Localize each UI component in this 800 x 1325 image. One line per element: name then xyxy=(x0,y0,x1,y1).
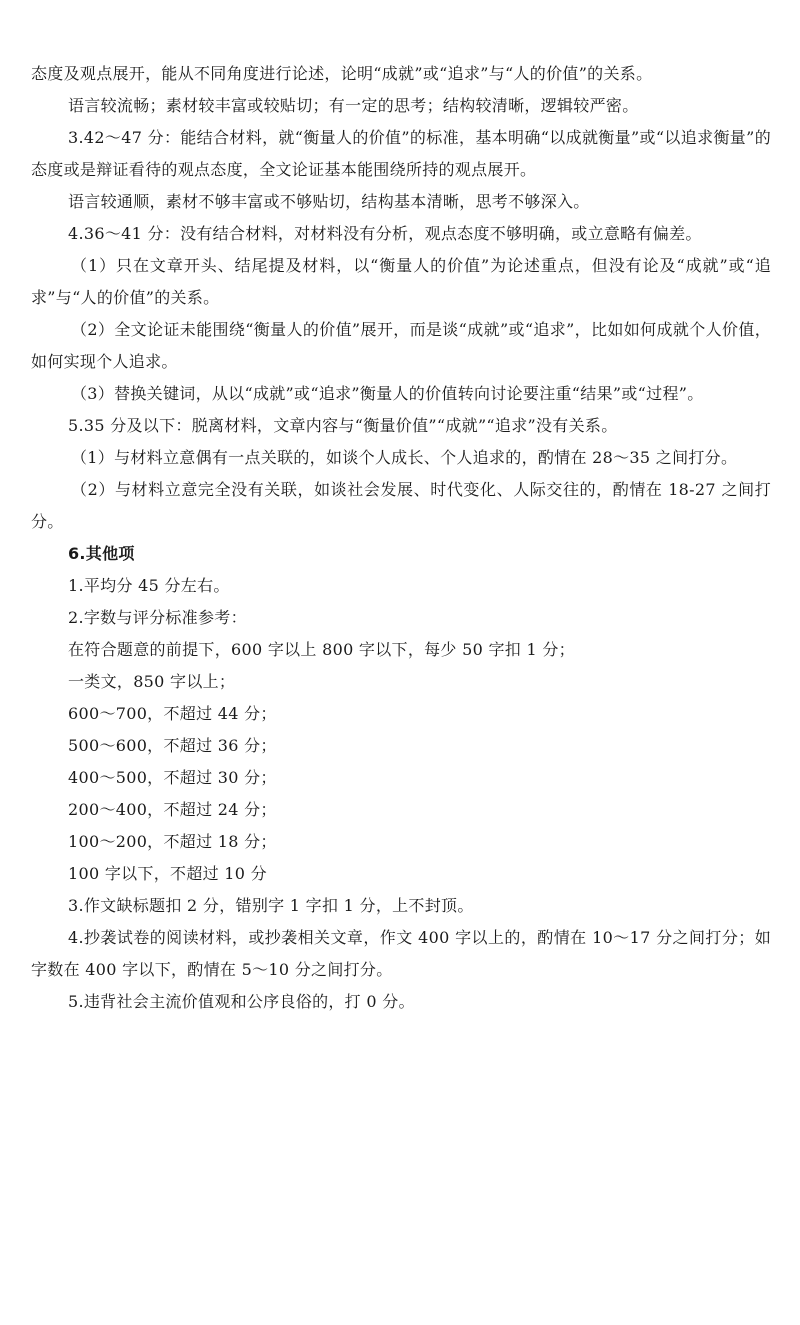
sub-item: （1）只在文章开头、结尾提及材料，以“衡量人的价值”为论述重点，但没有论及“成就”或“追求”与“人的价值”的关系。 xyxy=(31,256,771,307)
list-item: 1.平均分 45 分左右。 xyxy=(68,576,230,595)
list-item: 100～200，不超过 18 分； xyxy=(68,832,277,851)
scoring-tier-4: 4.36～41 分：没有结合材料，对材料没有分析，观点态度不够明确，或立意略有偏差。 xyxy=(68,224,702,243)
paragraph: 语言较通顺，素材不够丰富或不够贴切，结构基本清晰，思考不够深入。 xyxy=(68,192,590,211)
list-item: 在符合题意的前提下，600 字以上 800 字以下，每少 50 字扣 1 分； xyxy=(68,640,575,659)
list-item: 100 字以下，不超过 10 分 xyxy=(68,864,267,883)
list-item: 600～700，不超过 44 分； xyxy=(68,704,277,723)
list-item: 一类文，850 字以上； xyxy=(68,672,236,691)
list-item: 200～400，不超过 24 分； xyxy=(68,800,277,819)
sub-item: （3）替换关键词，从以“成就”或“追求”衡量人的价值转向讨论要注重“结果”或“过程”。 xyxy=(71,384,704,403)
document-body xyxy=(31,58,771,1018)
paragraph: 语言较流畅；素材较丰富或较贴切；有一定的思考；结构较清晰，逻辑较严密。 xyxy=(68,96,639,115)
sub-item: （2）全文论证未能围绕“衡量人的价值”展开，而是谈“成就”或“追求”，比如如何成就个人价值，如何实现个人追求。 xyxy=(31,320,771,371)
list-item: 4.抄袭试卷的阅读材料，或抄袭相关文章，作文 400 字以上的，酌情在 10～17 分之间打分；如字数在 400 字以下，酌情在 5～10 分之间打分。 xyxy=(31,928,771,979)
paragraph: 态度及观点展开，能从不同角度进行论述，论明“成就”或“追求”与“人的价值”的关系。 xyxy=(31,64,653,83)
section-title: 6.其他项 xyxy=(68,544,135,563)
sub-item: （1）与材料立意偶有一点关联的，如谈个人成长、个人追求的，酌情在 28～35 之间打分。 xyxy=(71,448,738,467)
list-item: 500～600，不超过 36 分； xyxy=(68,736,277,755)
scoring-tier-5: 5.35 分及以下：脱离材料，文章内容与“衡量价值”“成就”“追求”没有关系。 xyxy=(68,416,618,435)
scoring-tier-3: 3.42～47 分：能结合材料，就“衡量人的价值”的标准，基本明确“以成就衡量”或“以追求衡量”的态度或是辩证看待的观点态度，全文论证基本能围绕所持的观点展开。 xyxy=(31,128,771,179)
list-item: 3.作文缺标题扣 2 分，错别字 1 字扣 1 分，上不封顶。 xyxy=(68,896,474,915)
list-item: 2.字数与评分标准参考： xyxy=(68,608,247,627)
list-item: 5.违背社会主流价值观和公序良俗的，打 0 分。 xyxy=(68,992,415,1011)
list-item: 400～500，不超过 30 分； xyxy=(68,768,277,787)
sub-item: （2）与材料立意完全没有关联，如谈社会发展、时代变化、人际交往的，酌情在 18-27 之间打分。 xyxy=(31,480,771,531)
